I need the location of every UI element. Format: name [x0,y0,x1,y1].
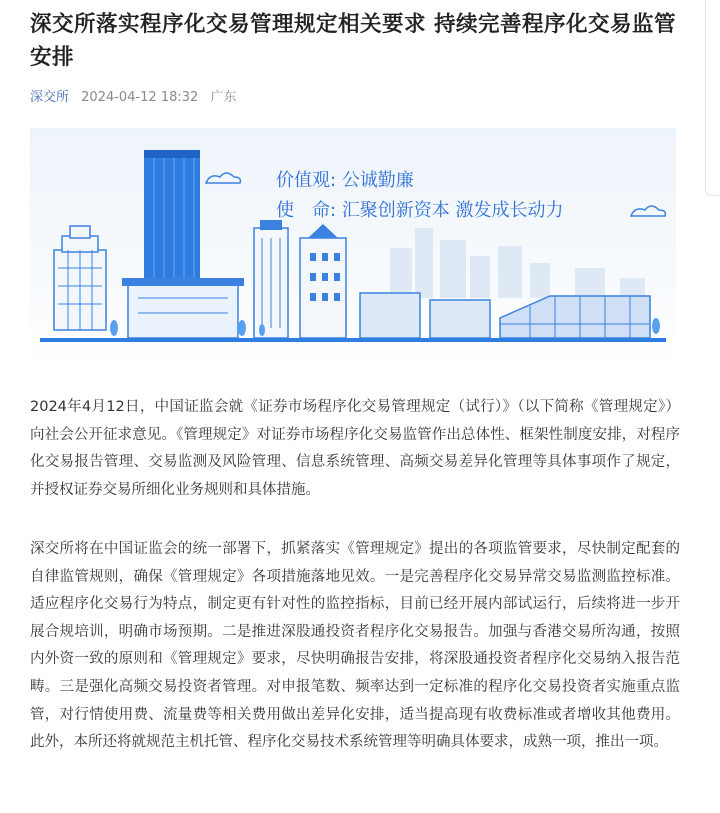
publish-time: 2024-04-12 18:32 [81,90,199,105]
source-link[interactable]: 深交所 [30,90,70,105]
slogan-values-label: 价值观: [276,170,337,191]
slogan-mission [276,196,564,222]
article-meta [30,88,680,108]
banner-image [30,128,676,368]
article-paragraph-1: 2024年4月12日，中国证监会就《证券市场程序化交易管理规定（试行）》（以下简称《管理规定》）向社会公开征求意见。《管理规定》对证券市场程序化交易监管作出总体性、框架性制度安排，对程序化交易报告管理、交易监测及风险管理、信息系统管理、高频交易差异化管理等具体事项作了规定，并授权证券交易所细化业务规则和具体措施。 [30,399,680,498]
city-skyline-illustration [30,128,676,368]
publish-location: 广东 [210,90,237,105]
slogan-mission-text: 汇聚创新资本 激发成长动力 [341,200,564,221]
slogan-mission-label: 使 命: [276,200,337,221]
article-header [30,0,680,108]
slogan-values-text: 公诚勤廉 [341,170,414,191]
article-paragraph-2: 深交所将在中国证监会的统一部署下，抓紧落实《管理规定》提出的各项监管要求，尽快制定配套的自律监管规则，确保《管理规定》各项措施落地见效。一是完善程序化交易异常交易监测监控标准。适应程序化交易行为特点，制定更有针对性的监控指标，目前已经开展内部试运行，后续将进一步开展合规培训，明确市场预期。二是推进深股通投资者程序化交易报告。加强与香港交易所沟通，按照内外资一致的原则和《管理规定》要求，尽快明确报告安排，将深股通投资者程序化交易纳入报告范畴。三是强化高频交易投资者管理。对申报笔数、频率达到一定标准的程序化交易投资者实施重点监管，对行情使用费、流量费等相关费用做出差异化安排，适当提高现有收费标准或者增收其他费用。此外，本所还将就规范主机托管、程序化交易技术系统管理等明确具体要求，成熟一项，推出一项。 [30,541,680,751]
slogan-values [276,166,414,192]
side-panel-tab[interactable] [705,0,720,196]
article-title: 深交所落实程序化交易管理规定相关要求 持续完善程序化交易监管安排 [30,12,676,70]
